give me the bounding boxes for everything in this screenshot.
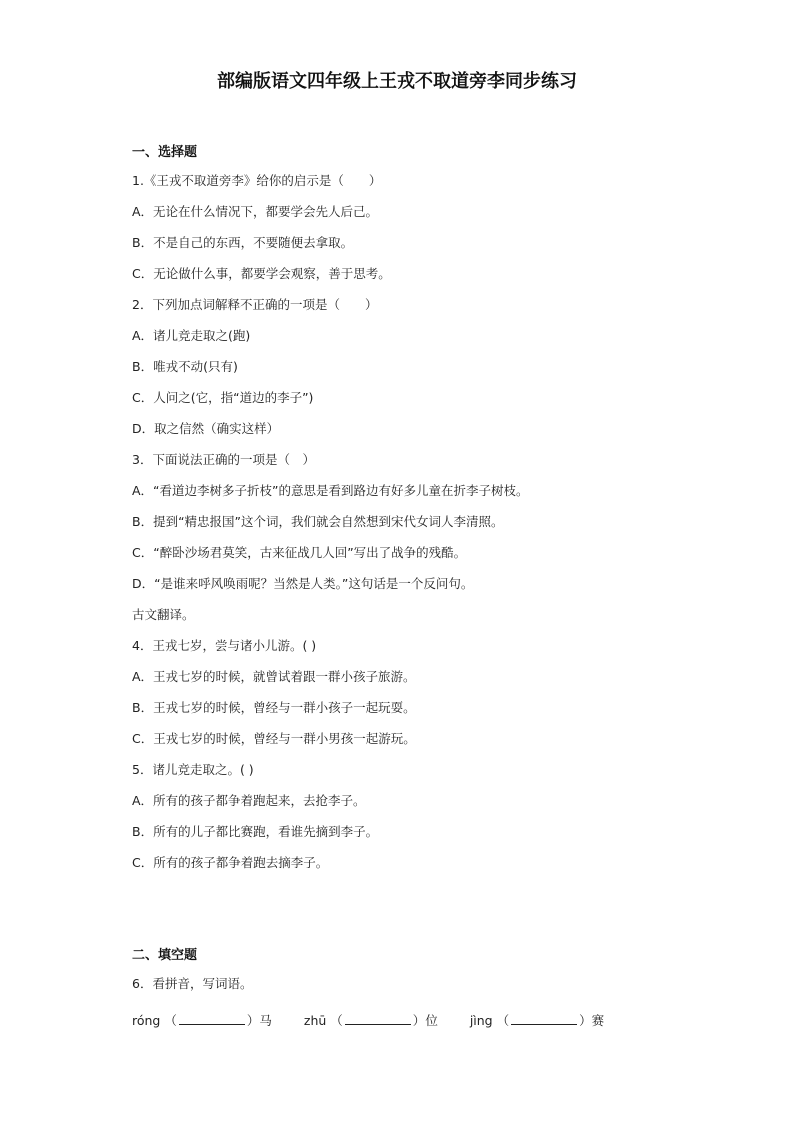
option-line: C．王戎七岁的时候，曾经与一群小男孩一起游玩。 (132, 731, 416, 746)
option-line: A．诸儿竞走取之(跑) (132, 328, 251, 343)
question-line: 1.《王戎不取道旁李》给你的启示是（ ） (132, 173, 382, 188)
option-line: C．所有的孩子都争着跑去摘李子。 (132, 855, 329, 870)
option-line: A．王戎七岁的时候，就曾试着跟一群小孩子旅游。 (132, 669, 416, 684)
answer-blank[interactable] (345, 1010, 411, 1025)
question-line: 6．看拼音，写词语。 (132, 976, 253, 991)
option-line: D．“是谁来呼风唤雨呢？当然是人类。”这句话是一个反问句。 (132, 576, 474, 591)
section-heading-fill: 二、填空题 (132, 948, 198, 963)
pinyin-row (132, 1005, 692, 1036)
option-line: D．取之信然（确实这样） (132, 421, 280, 436)
option-line: B．所有的儿子都比赛跑，看谁先摘到李子。 (132, 824, 379, 839)
pinyin-item: zhū （ ）位 (304, 1005, 438, 1036)
given-character: 位 (425, 1013, 438, 1028)
given-character: 马 (259, 1013, 272, 1028)
subsection-label: 古文翻译。 (132, 607, 195, 622)
worksheet-body (132, 141, 692, 1036)
question-line: 5．诸儿竞走取之。( ) (132, 762, 254, 777)
choice-questions (132, 165, 692, 878)
question-line: 4．王戎七岁，尝与诸小儿游。( ) (132, 638, 317, 653)
question-line: 3．下面说法正确的一项是（ ） (132, 452, 315, 467)
option-line: C．“醉卧沙场君莫笑，古来征战几人回”写出了战争的残酷。 (132, 545, 467, 560)
pinyin-text: jìng (469, 1013, 493, 1028)
option-line: A．所有的孩子都争着跑起来，去抢李子。 (132, 793, 366, 808)
pinyin-item: róng （ ）马 (132, 1005, 272, 1036)
option-line: A．无论在什么情况下，都要学会先人后己。 (132, 204, 379, 219)
pinyin-item: jìng （ ）赛 (470, 1005, 604, 1036)
option-line: B．不是自己的东西，不要随便去拿取。 (132, 235, 354, 250)
option-line: A．“看道边李树多子折枝”的意思是看到路边有好多儿童在折李子树枝。 (132, 483, 529, 498)
option-line: B．唯戎不动(只有) (132, 359, 238, 374)
page-title: 部编版语文四年级上王戎不取道旁李同步练习 (217, 71, 577, 92)
given-character: 赛 (591, 1013, 605, 1028)
answer-blank[interactable] (511, 1010, 577, 1025)
option-line: C．人问之(它，指“道边的李子”) (132, 390, 314, 405)
option-line: B．王戎七岁的时候，曾经与一群小孩子一起玩耍。 (132, 700, 416, 715)
pinyin-text: róng (132, 1013, 161, 1028)
answer-blank[interactable] (179, 1010, 245, 1025)
pinyin-text: zhū (303, 1013, 327, 1028)
section-heading-choice: 一、选择题 (132, 145, 198, 160)
option-line: C．无论做什么事，都要学会观察，善于思考。 (132, 266, 391, 281)
question-line: 2．下列加点词解释不正确的一项是（ ） (132, 297, 378, 312)
option-line: B．提到“精忠报国”这个词，我们就会自然想到宋代女词人李清照。 (132, 514, 504, 529)
